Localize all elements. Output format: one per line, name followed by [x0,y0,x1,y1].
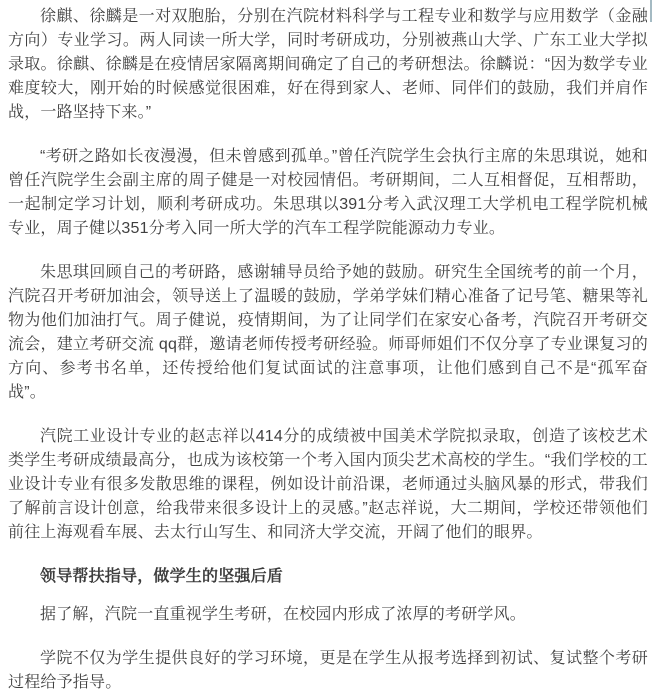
article-paragraph: 学院不仅为学生提供良好的学习环境，更是在学生从报考选择到初试、复试整个考研过程给予指导。 [8,650,648,691]
scrollbar-remnant[interactable] [650,0,652,22]
article-paragraph: 汽院工业设计专业的赵志祥以414分的成绩被中国美术学院拟录取，创造了该校艺术类学生考研成绩最高分，也成为该校第一个考入国内顶尖艺术高校的学生。“我们学校的工业设计专业有很多发散思维的课程，例如设计前沿课，老师通过头脑风暴的形式，带我们了解前言设计创意，给我带来很多设计上的灵感。”赵志祥说，大二期间，学校还带领他们前往上海观看车展、去太行山写生、和同济大学交流，开阔了他们的眼界。 [8,428,648,541]
article-paragraph: 据了解，汽院一直重视学生考研，在校园内形成了浓厚的考研学风。 [40,606,527,623]
article-paragraph: “考研之路如长夜漫漫，但未曾感到孤单。”曾任汽院学生会执行主席的朱思琪说，她和曾任汽院学生会副主席的周子健是一对校园情侣。考研期间，二人互相督促，互相帮助，一起制定学习计划，顺利考研成功。朱思琪以391分考入武汉理工大学机电工程学院机械专业，周子健以351分考入同一所大学的汽车工程学院能源动力专业。 [8,148,648,237]
article-paragraph: 徐麒、徐麟是一对双胞胎，分别在汽院材料科学与工程专业和数学与应用数学（金融方向）专业学习。两人同读一所大学，同时考研成功，分别被燕山大学、广东工业大学拟录取。徐麒、徐麟是在疫情居家隔离期间确定了自己的考研想法。徐麟说：“因为数学专业难度较大，刚开始的时候感觉很困难，好在得到家人、老师、同伴们的鼓励，我们并肩作战，一路坚持下来。” [8,8,648,121]
article-paragraph: 朱思琪回顾自己的考研路，感谢辅导员给予她的鼓励。研究生全国统考的前一个月，汽院召开考研加油会，领导送上了温暖的鼓励，学弟学妹们精心准备了记号笔、糖果等礼物为他们加油打气。周子健说，疫情期间，为了让同学们在家安心备考，汽院召开考研交流会，建立考研交流 qq群，邀请老师传授考研经验。师哥师姐们不仅分享了专业课复习的方向、参考书名单，还传授给他们复试面试的注意事项，让他们感到自己不是“孤军奋战”。 [8,264,648,401]
section-heading: 领导帮扶指导，做学生的坚强后盾 [40,568,284,585]
